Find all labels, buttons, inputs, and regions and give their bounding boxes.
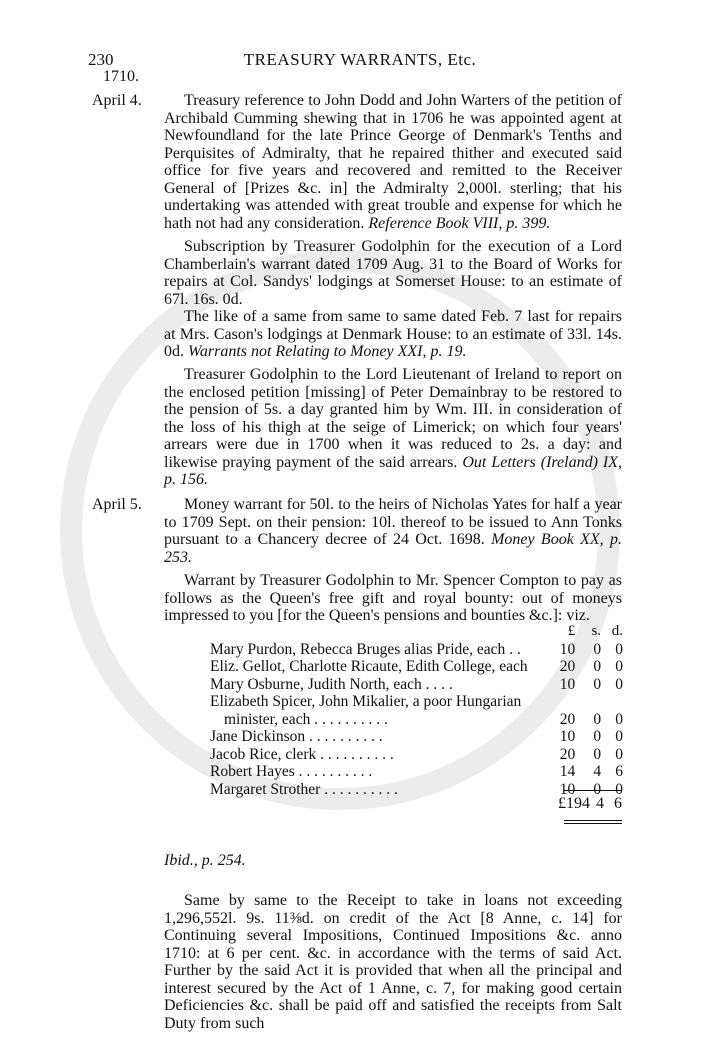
entry-text: Same by same to the Receipt to take in loans not exceeding 1,296,552l. 9s. 11⅜d. on credit of the Act [8 Anne, c. 14] for Continuing several Impositions, Continued Impositions &c. anno 1710: at 6 per cent. &c. in accordance with the terms of said Act. Further by the said Act it is provided that when all the principal and interest secured by the Act of 1 Anne, c. 7, for making good certain Deficiencies &c. shall be paid off and satisfied the receipts from Salt Duty from such bbox=[164, 892, 622, 1032]
entry-text: The like of a same from same to same dated Feb. 7 last for repairs at Mrs. Cason's lodgings at Denmark House: to an estimate of 33l. 14s. 0d. bbox=[164, 308, 622, 360]
amount-shillings: 0 bbox=[593, 710, 602, 728]
amount-pounds: 20 bbox=[559, 710, 576, 728]
table-row bbox=[210, 728, 623, 746]
payee-name: Eliz. Gellot, Charlotte Ricaute, Edith College, each bbox=[210, 658, 528, 675]
entry-text: Subscription by Treasurer Godolphin for the execution of a Lord Chamberlain's warrant dated 1709 Aug. 31 to the Board of Works for repairs at Col. Sandys' lodgings at Somerset House: to an estimate of 67l. 16s. 0d. bbox=[164, 238, 622, 308]
payee-name: Jane Dickinson . . . . . . . . . . bbox=[210, 728, 383, 745]
amount-shillings: 0 bbox=[593, 675, 602, 693]
table-row bbox=[210, 763, 623, 781]
payee-name: minister, each . . . . . . . . . . bbox=[224, 710, 388, 728]
entry-demainbray-pension bbox=[164, 366, 622, 489]
total-shillings: 4 bbox=[596, 795, 604, 812]
amount-shillings: 0 bbox=[593, 640, 602, 658]
amount-pence: 0 bbox=[615, 675, 623, 693]
amount-shillings: 0 bbox=[593, 745, 602, 763]
payee-name: Robert Hayes . . . . . . . . . . bbox=[210, 763, 373, 780]
entry-text: Warrant by Treasurer Godolphin to Mr. Spencer Compton to pay as follows as the Queen's free gift and royal bounty: out of moneys impressed to you [for the Queen's pensions and bounties &c.]: viz. bbox=[164, 572, 622, 624]
running-title: TREASURY WARRANTS, Etc. bbox=[243, 50, 477, 69]
total-pence: 6 bbox=[614, 795, 622, 812]
amount-shillings bbox=[575, 693, 601, 711]
column-header-shillings: s. bbox=[591, 623, 602, 639]
entry-text: Treasurer Godolphin to the Lord Lieutenant of Ireland to report on the enclosed petition [missing] of Peter Demainbray to be restored to the pension of 5s. a day granted him by Wm. III. in consideration of the loss of his thigh at the seige of Limerick; on which four years' arrears were due in 1700 when it was reduced to 2s. a day: and likewise praying payment of the said arrears. bbox=[164, 366, 622, 471]
table-total bbox=[558, 795, 622, 813]
payee-name: Elizabeth Spicer, John Mikalier, a poor Hungarian bbox=[210, 693, 522, 710]
entry-reference: Out Letters (Ireland) IX, p. 156. bbox=[164, 453, 623, 488]
total-double-rule bbox=[564, 820, 622, 824]
amount-pounds: 14 bbox=[559, 763, 576, 780]
entry-text: Money warrant for 50l. to the heirs of Nicholas Yates for half a year to 1709 Sept. on their pension: 10l. thereof to be issued to Ann Tonks pursuant to a Chancery decree of 24 Oct. 1698. bbox=[164, 496, 622, 548]
amount-pence: 0 bbox=[615, 640, 623, 658]
entry-reference: Ibid., p. 254. bbox=[164, 852, 246, 869]
bounty-table bbox=[210, 623, 623, 798]
amount-shillings: 4 bbox=[593, 763, 602, 780]
margin-date-april-4: April 4. bbox=[92, 92, 142, 109]
amount-pence: 0 bbox=[615, 745, 623, 763]
sum-rule bbox=[564, 790, 622, 791]
amount-pounds: 10 bbox=[559, 640, 576, 658]
table-row bbox=[210, 711, 623, 729]
column-header-pence: d. bbox=[611, 623, 623, 639]
table-row bbox=[210, 746, 623, 764]
payee-name: Jacob Rice, clerk . . . . . . . . . . bbox=[210, 745, 394, 763]
margin-year: 1710. bbox=[103, 68, 139, 85]
entry-reference: Warrants not Relating to Money XXI, p. 19. bbox=[188, 343, 467, 360]
amount-pence: 0 bbox=[615, 658, 623, 675]
amount-pence: 6 bbox=[615, 763, 623, 780]
column-header-pounds: £ bbox=[567, 623, 576, 639]
entry-subscription-works bbox=[164, 238, 622, 361]
entry-loans-receipt bbox=[164, 892, 622, 1032]
amount-pounds: 20 bbox=[559, 658, 576, 675]
entry-compton-reference bbox=[164, 852, 622, 870]
amount-pounds: 20 bbox=[559, 745, 576, 763]
table-row bbox=[210, 641, 623, 659]
amount-shillings: 0 bbox=[593, 780, 602, 798]
amount-pence: 0 bbox=[615, 780, 623, 798]
page-number: 230 bbox=[88, 50, 114, 69]
amount-shillings: 0 bbox=[593, 658, 602, 675]
payee-name: Mary Purdon, Rebecca Bruges alias Pride, each . . bbox=[210, 640, 521, 658]
table-row bbox=[210, 693, 623, 711]
entry-text: Treasury reference to John Dodd and John Warters of the petition of Archibald Cumming shewing that in 1706 he was appointed agent at Newfoundland for the late Prince George of Denmark's Tenths and Perquisites of Admiralty, that he repaired thither and executed said office for five years and recovered and remitted to the Receiver General of [Prizes &c. in] the Admiralty 2,000l. sterling; that his undertaking was attended with great trouble and expense for which he hath not had any consideration. bbox=[164, 92, 622, 232]
entry-reference: Money Book XX, p. 253. bbox=[164, 531, 622, 566]
payee-name: Mary Osburne, Judith North, each . . . . bbox=[210, 675, 453, 693]
entry-reference: Reference Book VIII, p. 399. bbox=[368, 214, 551, 232]
entry-compton-warrant bbox=[164, 572, 622, 625]
amount-pence bbox=[601, 693, 623, 711]
total-pounds: £194 bbox=[558, 795, 590, 812]
margin-date-april-5: April 5. bbox=[92, 496, 142, 513]
amount-pence: 0 bbox=[615, 710, 623, 728]
amount-pence: 0 bbox=[615, 728, 623, 745]
amount-pounds: 10 bbox=[559, 780, 576, 798]
amount-pounds bbox=[543, 693, 575, 711]
entry-yates-money-warrant bbox=[164, 496, 622, 566]
entry-cumming-petition bbox=[164, 92, 622, 232]
table-header-row bbox=[210, 623, 623, 641]
amount-pounds: 10 bbox=[559, 675, 576, 693]
table-row bbox=[210, 658, 623, 676]
payee-name: Margaret Strother . . . . . . . . . . bbox=[210, 780, 398, 798]
table-row bbox=[210, 676, 623, 694]
amount-pounds: 10 bbox=[559, 728, 576, 745]
amount-shillings: 0 bbox=[593, 728, 602, 745]
